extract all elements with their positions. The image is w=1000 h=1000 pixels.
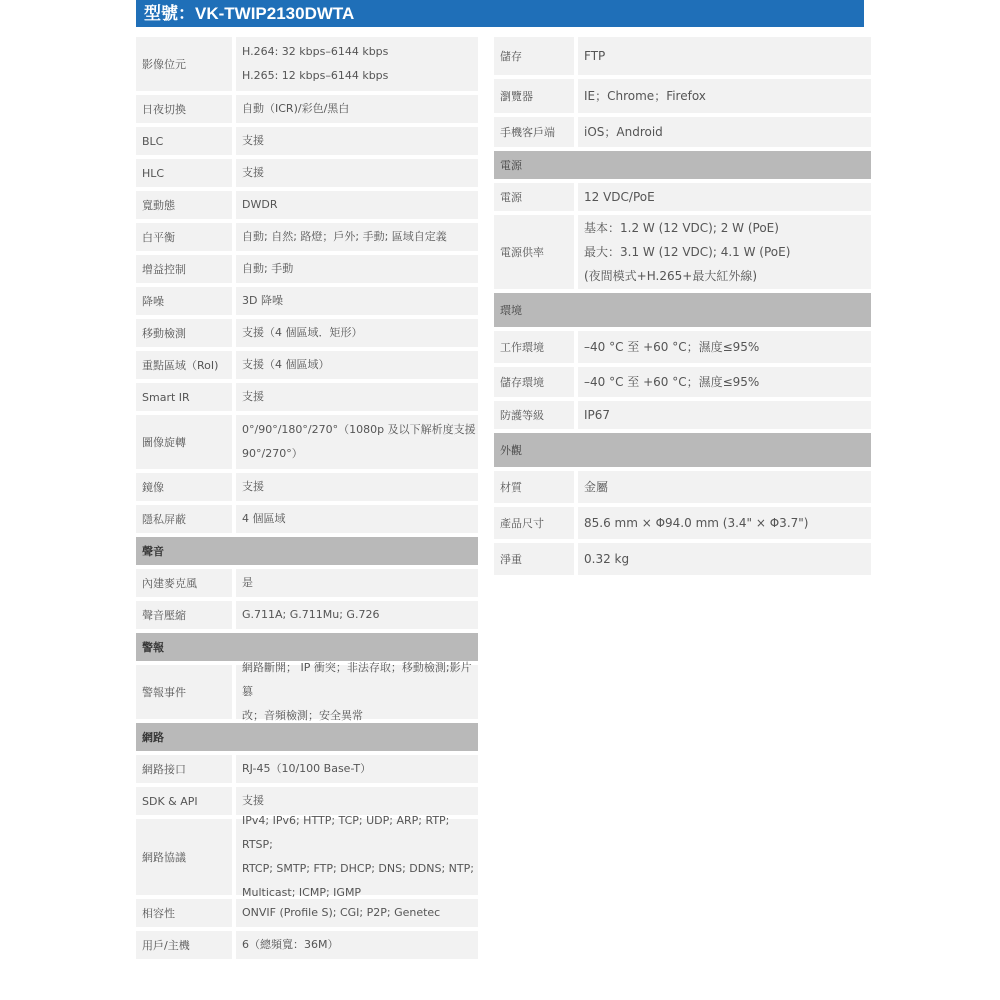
- spec-label: 網路接口: [136, 755, 232, 783]
- spec-value-line: 90°/270°）: [242, 447, 303, 460]
- spec-value: [236, 287, 478, 315]
- spec-value-line: 金屬: [584, 480, 609, 494]
- spec-row: [136, 473, 478, 501]
- spec-row: [494, 183, 871, 211]
- spec-row: [136, 223, 478, 251]
- spec-row: [136, 601, 478, 629]
- spec-row: [494, 79, 871, 113]
- spec-label: 移動檢測: [136, 319, 232, 347]
- spec-value: [578, 183, 871, 211]
- spec-row: [136, 159, 478, 187]
- spec-value-line: 基本：1.2 W (12 VDC); 2 W (PoE): [584, 221, 779, 235]
- spec-label: 材質: [494, 471, 574, 503]
- section-header: 外觀: [494, 433, 871, 467]
- spec-value-line: iOS；Android: [584, 125, 663, 139]
- spec-label: 內建麥克風: [136, 569, 232, 597]
- spec-value-line: 85.6 mm × Φ94.0 mm (3.4" × Φ3.7"): [584, 516, 809, 530]
- section-header: 環境: [494, 293, 871, 327]
- spec-value-line: 自動（ICR)/彩色/黑白: [242, 102, 350, 115]
- spec-label: 寬動態: [136, 191, 232, 219]
- spec-label: 工作環境: [494, 331, 574, 363]
- spec-row: [136, 931, 478, 959]
- spec-value: [236, 473, 478, 501]
- spec-value: [236, 899, 478, 927]
- spec-label: 圖像旋轉: [136, 415, 232, 469]
- spec-value-line: 12 VDC/PoE: [584, 190, 655, 204]
- spec-value-line: –40 °C 至 +60 °C；濕度≤95%: [584, 375, 760, 389]
- spec-label: 電源供率: [494, 215, 574, 289]
- spec-value-line: 支援（4 個區域）: [242, 358, 330, 371]
- spec-value-line: IP67: [584, 408, 611, 422]
- spec-value-line: 最大：3.1 W (12 VDC); 4.1 W (PoE): [584, 245, 791, 259]
- spec-value: [236, 661, 478, 722]
- spec-label: 用戶/主機: [136, 931, 232, 959]
- spec-value-line: DWDR: [242, 198, 278, 211]
- section-header: 聲音: [136, 537, 478, 565]
- spec-row: [136, 95, 478, 123]
- spec-value-line: 支援: [242, 480, 264, 493]
- spec-value: [236, 601, 478, 629]
- spec-value-line: 支援: [242, 166, 264, 179]
- spec-value: [578, 117, 871, 147]
- spec-value: [236, 505, 478, 533]
- spec-label: 網路協議: [136, 819, 232, 895]
- spec-value: [236, 931, 478, 959]
- spec-value: [578, 543, 871, 575]
- spec-row: [136, 505, 478, 533]
- spec-row: [136, 191, 478, 219]
- spec-value-line: 4 個區域: [242, 512, 286, 525]
- spec-label: 增益控制: [136, 255, 232, 283]
- spec-label: 重點區域（RoI): [136, 351, 232, 379]
- section-header: 網路: [136, 723, 478, 751]
- spec-row: [136, 415, 478, 469]
- spec-value: [236, 191, 478, 219]
- spec-label: BLC: [136, 127, 232, 155]
- spec-table-left: [136, 37, 478, 963]
- spec-value: [236, 814, 478, 899]
- spec-label: 儲存: [494, 37, 574, 75]
- spec-row: [136, 127, 478, 155]
- spec-row: [136, 383, 478, 411]
- spec-label: 手機客戶端: [494, 117, 574, 147]
- spec-value-line: 6（總頻寬：36M）: [242, 938, 339, 951]
- spec-row: [494, 401, 871, 429]
- spec-value: [236, 37, 478, 91]
- spec-label: 影像位元: [136, 37, 232, 91]
- spec-row: [494, 117, 871, 147]
- section-header: 電源: [494, 151, 871, 179]
- spec-value-line: 自動; 自然; 路燈；戶外; 手動; 區域自定義: [242, 230, 447, 243]
- spec-value-line: RJ-45（10/100 Base-T）: [242, 762, 372, 775]
- spec-label: 電源: [494, 183, 574, 211]
- spec-value: [236, 159, 478, 187]
- spec-value: [236, 569, 478, 597]
- spec-value: [236, 351, 478, 379]
- spec-row: [494, 331, 871, 363]
- spec-row: [136, 569, 478, 597]
- spec-value-line: Multicast; ICMP; IGMP: [242, 886, 362, 899]
- spec-label: 相容性: [136, 899, 232, 927]
- spec-label: 防護等級: [494, 401, 574, 429]
- spec-value-line: 支援: [242, 390, 264, 403]
- spec-value-line: 自動; 手動: [242, 262, 294, 275]
- spec-value-line: 網路斷開； IP 衝突；非法存取；移動檢測;影片篡: [242, 661, 472, 698]
- spec-value: [236, 319, 478, 347]
- spec-value: [578, 401, 871, 429]
- spec-value: [578, 367, 871, 397]
- spec-label: 聲音壓縮: [136, 601, 232, 629]
- spec-value: [236, 95, 478, 123]
- spec-label: 日夜切換: [136, 95, 232, 123]
- spec-label: SDK & API: [136, 787, 232, 815]
- spec-label: 瀏覽器: [494, 79, 574, 113]
- spec-value-line: IE；Chrome；Firefox: [584, 89, 706, 103]
- spec-label: 儲存環境: [494, 367, 574, 397]
- spec-value-line: (夜間模式+H.265+最大紅外線): [584, 269, 758, 283]
- spec-row: [136, 255, 478, 283]
- spec-row: [136, 319, 478, 347]
- spec-label: 產品尺寸: [494, 507, 574, 539]
- spec-value: [236, 383, 478, 411]
- spec-row: [136, 755, 478, 783]
- spec-value: [236, 415, 478, 469]
- spec-value-line: 3D 降噪: [242, 294, 283, 307]
- spec-value-line: RTCP; SMTP; FTP; DHCP; DNS; DDNS; NTP;: [242, 862, 474, 875]
- spec-label: Smart IR: [136, 383, 232, 411]
- spec-row: [136, 814, 478, 899]
- spec-value: [578, 471, 871, 503]
- spec-row: [494, 471, 871, 503]
- spec-value-line: 支援: [242, 134, 264, 147]
- spec-row: [136, 287, 478, 315]
- spec-row: [494, 367, 871, 397]
- spec-value-line: 0°/90°/180°/270°（1080p 及以下解析度支援: [242, 423, 476, 436]
- spec-row: [136, 37, 478, 91]
- spec-value-line: 0.32 kg: [584, 552, 630, 566]
- spec-row: [494, 507, 871, 539]
- spec-label: 淨重: [494, 543, 574, 575]
- spec-row: [494, 543, 871, 575]
- spec-value: [578, 37, 871, 75]
- spec-value: [236, 755, 478, 783]
- spec-value: [578, 215, 871, 289]
- spec-value-line: –40 °C 至 +60 °C；濕度≤95%: [584, 340, 760, 354]
- spec-value-line: IPv4; IPv6; HTTP; TCP; UDP; ARP; RTP; RTSP;: [242, 814, 450, 851]
- spec-value: [578, 79, 871, 113]
- spec-row: [494, 37, 871, 75]
- spec-label: 白平衡: [136, 223, 232, 251]
- spec-row: [136, 351, 478, 379]
- spec-value: [578, 507, 871, 539]
- spec-value: [236, 255, 478, 283]
- spec-value-line: 是: [242, 576, 253, 589]
- spec-value: [578, 331, 871, 363]
- spec-value-line: FTP: [584, 49, 606, 63]
- spec-label: 隱私屏蔽: [136, 505, 232, 533]
- spec-table-right: [494, 37, 871, 579]
- spec-value-line: 支援（4 個區域．矩形）: [242, 326, 363, 339]
- spec-label: 鏡像: [136, 473, 232, 501]
- spec-value: [236, 127, 478, 155]
- spec-value-line: ONVIF (Profile S); CGI; P2P; Genetec: [242, 906, 441, 919]
- spec-value-line: H.264: 32 kbps–6144 kbps: [242, 45, 389, 58]
- spec-label: 警報事件: [136, 665, 232, 719]
- spec-value-line: 支援: [242, 794, 264, 807]
- spec-value-line: G.711A; G.711Mu; G.726: [242, 608, 380, 621]
- model-title: 型號：VK-TWIP2130DWTA: [136, 0, 864, 27]
- spec-label: 降噪: [136, 287, 232, 315]
- spec-row: [136, 899, 478, 927]
- spec-value-line: 改；音頻檢測；安全異常: [242, 709, 363, 722]
- spec-value-line: H.265: 12 kbps–6144 kbps: [242, 69, 389, 82]
- spec-value: [236, 223, 478, 251]
- spec-label: HLC: [136, 159, 232, 187]
- spec-row: [494, 215, 871, 289]
- spec-row: [136, 661, 478, 722]
- section-header: 警報: [136, 633, 478, 661]
